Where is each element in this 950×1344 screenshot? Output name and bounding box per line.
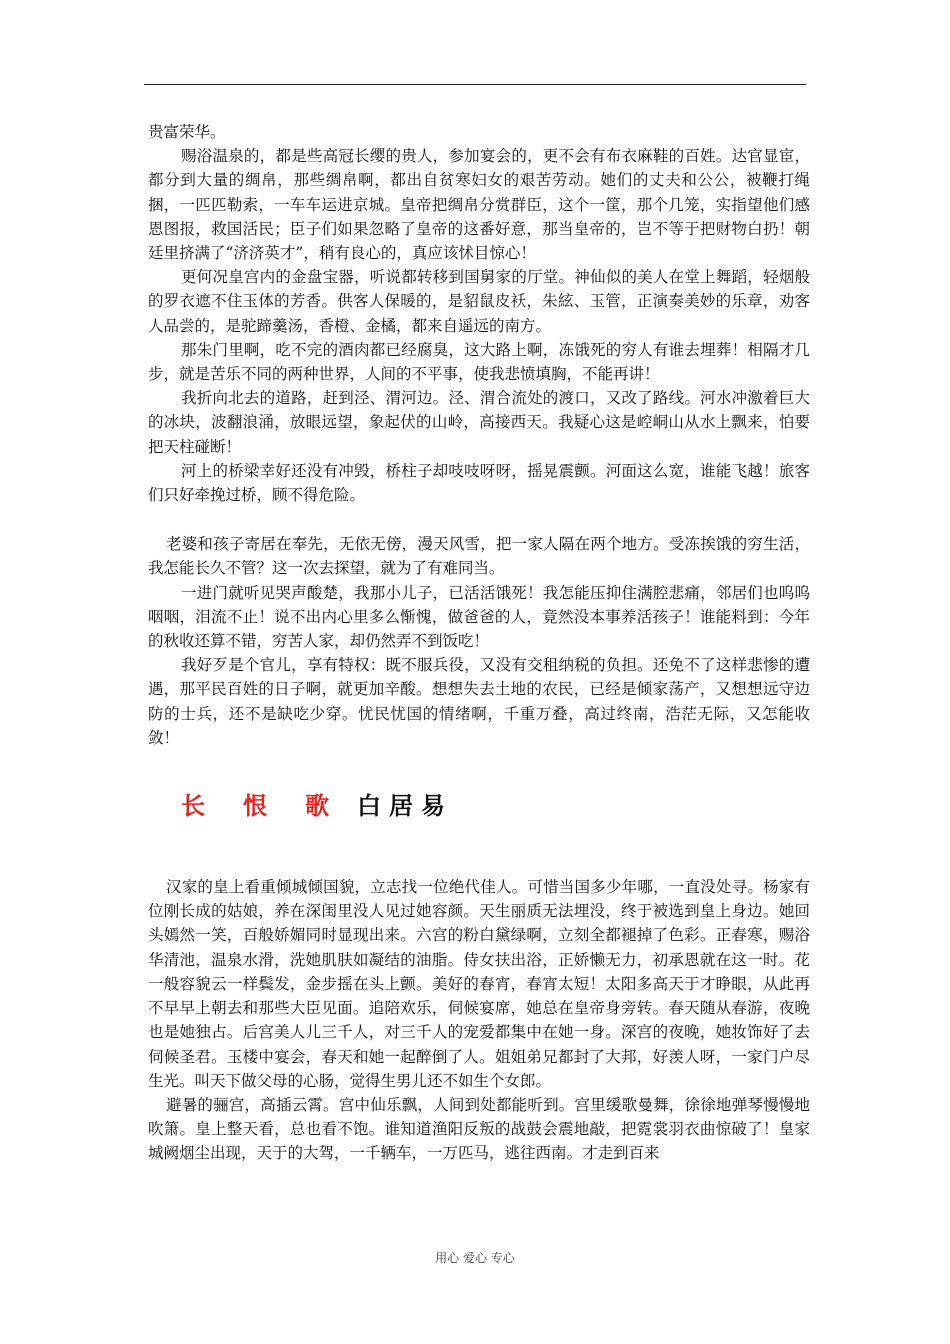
- paragraph: 河上的桥梁幸好还没有冲毁，桥柱子却吱吱呀呀，摇晃震颤。河面这么宽，谁能飞越！旅客们只好牵挽过桥，顾不得危险。: [148, 461, 810, 505]
- poem-author: 白居易: [357, 790, 453, 820]
- poem-title-char: 恨: [243, 790, 267, 820]
- paragraph: 那朱门里啊，吃不完的酒肉都已经腐臭，这大路上啊，冻饿死的穷人有谁去埋葬！相隔才几步，就是苦乐不同的两种世界，人间的不平事，使我悲愤填胸，不能再讲！: [148, 340, 810, 384]
- paragraph: 贵富荣华。: [148, 123, 226, 141]
- spacer: [148, 823, 810, 875]
- paragraph: 汉家的皇上看重倾城倾国貌，立志找一位绝代佳人。可惜当国多少年哪，一直没处寻。杨家有位刚长成的姑娘，养在深闺里没人见过她容颜。天生丽质无法埋没，终于被选到皇上身边。她回头嫣然一笑，百般娇媚同时显现出来。六宫的粉白黛绿啊，立刻全都褪掉了色彩。正春寒，赐浴华清池，温泉水滑，洗她肌肤如凝结的油脂。侍女扶出浴，正娇懒无力，初承恩就在这一时。花一般容貌云一样鬓发，金步摇在头上颤。美好的春宵，春宵太短！太阳多高天于才睁眼，从此再不早早上朝去和那些大臣见面。追陪欢乐，伺候宴席，她总在皇帝身旁转。春天随从春游，夜晚也是她独占。后宫美人儿三千人，对三千人的宠爱都集中在她一身。深宫的夜晚，她妆饰好了去伺候圣君。玉楼中宴会，春天和她一起醉倒了人。姐姐弟兄都封了大邦，好羡人呀，一家门户尽生光。叫天下做父母的心肠，觉得生男儿还不如生个女郎。: [148, 878, 810, 1090]
- poem-title-char: 歌: [305, 790, 329, 820]
- document-body: [148, 120, 810, 1166]
- paragraph: 更何况皇宫内的金盘宝器，听说都转移到国舅家的厅堂。神仙似的美人在堂上舞蹈，轻烟般的罗衣遮不住玉体的芳香。供客人保暖的，是貂鼠皮袄，朱絃、玉管，正演奏美妙的乐章，劝客人品尝的，是驼蹄羹汤，香橙、金橘，都来自遥远的南方。: [148, 268, 810, 335]
- page-footer: 用心 爱心 专心: [435, 1251, 515, 1265]
- poem-title-name: [181, 786, 367, 821]
- poem-title-char: 长: [181, 790, 205, 820]
- poem-title: [181, 783, 810, 823]
- paragraph: 避暑的骊宫，高插云霄。宫中仙乐飘，人间到处都能听到。宫里缓歌曼舞，徐徐地弹琴慢慢地吹箫。皇上整天看，总也看不饱。谁知道渔阳反叛的战鼓会震地敲，把霓裳羽衣曲惊破了！皇家城阙烟尘出现，天于的大驾，一千辆车，一万匹马，逃往西南。才走到百来: [148, 1095, 810, 1163]
- header-rule: [144, 84, 806, 85]
- paragraph: 我好歹是个官儿，享有特权：既不服兵役，又没有交租纳税的负担。还免不了这样悲惨的遭遇，那平民百姓的日子啊，就更加辛酸。想想失去土地的农民，已经是倾家荡产，又想想远守边防的士兵，还不是缺吃少穿。忧民忧国的情绪啊，千重万叠，高过终南，浩茫无际，又怎能收敛！: [148, 656, 810, 747]
- paragraph: 我折向北去的道路，赶到泾、渭河边。泾、渭合流处的渡口，又改了路线。河水冲激着巨大的冰块，波翻浪涌，放眼远望，象起伏的山岭，高接西天。我疑心这是崆峒山从水上飘来，怕要把天柱碰断！: [148, 389, 810, 456]
- spacer: [148, 507, 810, 532]
- paragraph: 赐浴温泉的，都是些高冠长缨的贵人，参加宴会的，更不会有布衣麻鞋的百姓。达官显宦，都分到大量的绸帛，那些绸帛啊，都出自贫寒妇女的艰苦劳动。她们的丈夫和公公，被鞭打绳捆，一匹匹勒索，一车车运进京城。皇帝把绸帛分赏群臣，这个一筐，那个几笼，实指望他们感恩图报，救国活民；臣子们如果忽略了皇帝的这番好意，那当皇帝的，岂不等于把财物白扔！朝廷里挤满了“济济英才”，稍有良心的，真应该怵目惊心！: [148, 147, 810, 263]
- paragraph: 老婆和孩子寄居在奉先，无依无傍，漫天风雪，把一家人隔在两个地方。受冻挨饿的穷生活，我怎能长久不管？这一次去探望，就为了有难同当。: [148, 535, 810, 578]
- paragraph: 一进门就听见哭声酸楚，我那小儿子，已活活饿死！我怎能压抑住满腔悲痛，邻居们也呜呜咽咽，泪流不止！说不出内心里多么惭愧，做爸爸的人，竟然没本事养活孩子！谁能料到：今年的秋收还算不错，穷苦人家，却仍然弄不到饭吃！: [148, 583, 810, 651]
